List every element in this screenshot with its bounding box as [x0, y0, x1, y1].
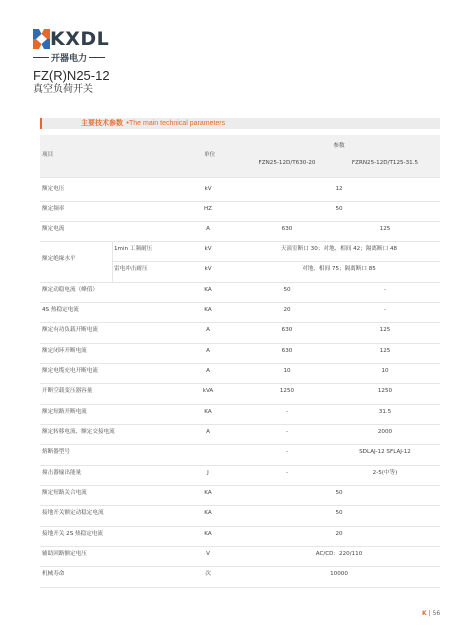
row-value-b: 1250	[377, 388, 393, 394]
section-separator: •	[125, 119, 130, 127]
row-value-a: -	[285, 429, 289, 435]
row-item: 4S 热稳定电流	[42, 307, 79, 313]
row-item: 额定闭环开断电流	[42, 348, 87, 354]
row-value-b: SDLAJ-12 SFLAJ-12	[359, 449, 411, 455]
row-item: 额定电流	[42, 226, 65, 232]
row-divider	[40, 546, 440, 547]
row-unit: 次	[205, 571, 211, 577]
section-title-cn: 主要技术参数	[81, 119, 123, 127]
row-item: 机械寿命	[42, 571, 65, 577]
header-params: 参数	[333, 143, 345, 149]
row-item: 额定频率	[42, 206, 65, 212]
row-unit: KA	[204, 531, 212, 537]
row-value-b: 125	[379, 348, 391, 354]
row-value-a: 1250	[279, 388, 295, 394]
row-item: 额定短路关合电流	[42, 490, 87, 496]
row-value-merged: 天演室断口 30；对地、相间 42；隔离断口 48	[280, 246, 398, 252]
row-divider	[40, 221, 440, 222]
row-divider	[40, 302, 440, 303]
row-value-merged: 对地、相间 75；隔离断口 85	[302, 266, 376, 272]
page-number	[422, 610, 440, 618]
row-value-b: 2000	[377, 429, 393, 435]
row-divider	[40, 444, 440, 445]
row-item: 熔断器型号	[42, 449, 70, 455]
row-value-b: -	[383, 307, 387, 313]
row-value-a: 50	[283, 287, 291, 293]
footer-mark: K	[422, 610, 427, 617]
row-divider	[40, 322, 440, 323]
row-unit: A	[206, 327, 210, 333]
header-item: 项目	[42, 152, 54, 158]
row-value-a: -	[285, 449, 289, 455]
row-value-a: 20	[283, 307, 291, 313]
row-subitem: 1min 工频耐压	[114, 246, 153, 252]
row-value-a: 630	[281, 226, 293, 232]
row-value-merged: 50	[335, 206, 343, 212]
header-model-a: FZN25-12D/T630-20	[258, 160, 316, 166]
row-value-merged: 50	[335, 490, 343, 496]
row-divider	[40, 383, 440, 384]
row-value-a: -	[285, 470, 289, 476]
row-value-b: 31.5	[378, 409, 392, 415]
product-model: FZ(R)N25-12	[33, 68, 110, 83]
row-value-merged: 20	[335, 531, 343, 537]
row-divider	[40, 177, 440, 178]
product-name: 真空负荷开关	[33, 84, 93, 95]
footer-page: 56	[432, 610, 441, 617]
row-item: 接地开关 2S 热稳定电流	[42, 531, 104, 537]
footer-separator: |	[428, 610, 431, 617]
row-divider	[40, 363, 440, 364]
subitem-column-divider	[112, 241, 113, 282]
row-unit: KA	[204, 409, 212, 415]
row-value-merged: 50	[335, 510, 343, 516]
row-item: 额定绝缘水平	[42, 256, 76, 263]
section-accent	[40, 118, 42, 129]
row-unit: HZ	[203, 206, 213, 212]
row-subitem: 雷电冲击耐压	[114, 266, 148, 272]
row-item: 额定有功负载开断电流	[42, 327, 98, 333]
logo-emblem-icon	[33, 29, 50, 49]
row-unit: A	[206, 348, 210, 354]
row-unit: KA	[204, 490, 212, 496]
row-value-b: -	[383, 287, 387, 293]
row-divider	[40, 587, 440, 588]
row-item: 辅助回路额定电压	[42, 551, 87, 557]
row-item: 额定短路开断电流	[42, 409, 87, 415]
row-unit: KA	[204, 307, 212, 313]
row-value-a: 630	[281, 348, 293, 354]
row-unit: KA	[204, 287, 212, 293]
row-item: 额定电缆充电开断电流	[42, 368, 98, 374]
row-value-merged: 12	[335, 186, 343, 192]
row-value-b: 125	[379, 327, 391, 333]
row-value-a: 630	[281, 327, 293, 333]
row-divider	[112, 261, 440, 262]
row-item: 撞击器输出能量	[42, 470, 82, 476]
row-item: 额定动稳电流（峰值）	[42, 287, 98, 293]
row-divider	[40, 505, 440, 506]
header-unit: 单位	[204, 152, 216, 158]
header-model-b: FZRN25-12D/T125-31.5	[351, 160, 419, 166]
row-divider	[40, 566, 440, 567]
row-unit: A	[206, 368, 210, 374]
row-item: 额定转移电流、额定交接电流	[42, 429, 115, 435]
row-divider	[40, 241, 440, 242]
row-item: 接地开关额定动稳定电流	[42, 510, 104, 516]
row-item: 开断空载变压器容量	[42, 388, 93, 394]
logo-tagline: 开器电力	[51, 54, 88, 64]
table-header	[40, 135, 440, 177]
row-divider	[40, 424, 440, 425]
row-divider	[40, 282, 440, 283]
section-title	[81, 118, 130, 129]
row-unit: J	[207, 470, 209, 476]
section-title-en: The main technical parameters	[129, 120, 226, 127]
logo-wordmark: KXDL	[50, 28, 110, 50]
row-value-b: 125	[379, 226, 391, 232]
row-divider	[40, 526, 440, 527]
row-divider	[40, 343, 440, 344]
row-value-a: 10	[283, 368, 291, 374]
logo-rule	[33, 57, 49, 58]
row-unit: A	[206, 429, 210, 435]
row-unit: A	[206, 226, 210, 232]
row-divider	[40, 201, 440, 202]
row-value-merged: 10000	[330, 571, 348, 577]
row-unit: kVA	[202, 388, 214, 394]
row-value-merged: AC/CD：220/110	[315, 551, 363, 557]
row-divider	[40, 485, 440, 486]
row-divider	[40, 465, 440, 466]
company-logo	[33, 28, 110, 64]
row-unit: kV	[204, 266, 212, 272]
row-value-b: 10	[381, 368, 389, 374]
row-divider	[40, 404, 440, 405]
row-unit: KA	[204, 510, 212, 516]
row-unit: kV	[204, 186, 212, 192]
row-value-a: -	[285, 409, 289, 415]
row-item: 额定电压	[42, 186, 65, 192]
row-unit: V	[206, 551, 210, 557]
row-value-b: 2-5(中等)	[372, 470, 398, 476]
logo-rule	[89, 57, 105, 58]
row-unit: kV	[204, 246, 212, 252]
